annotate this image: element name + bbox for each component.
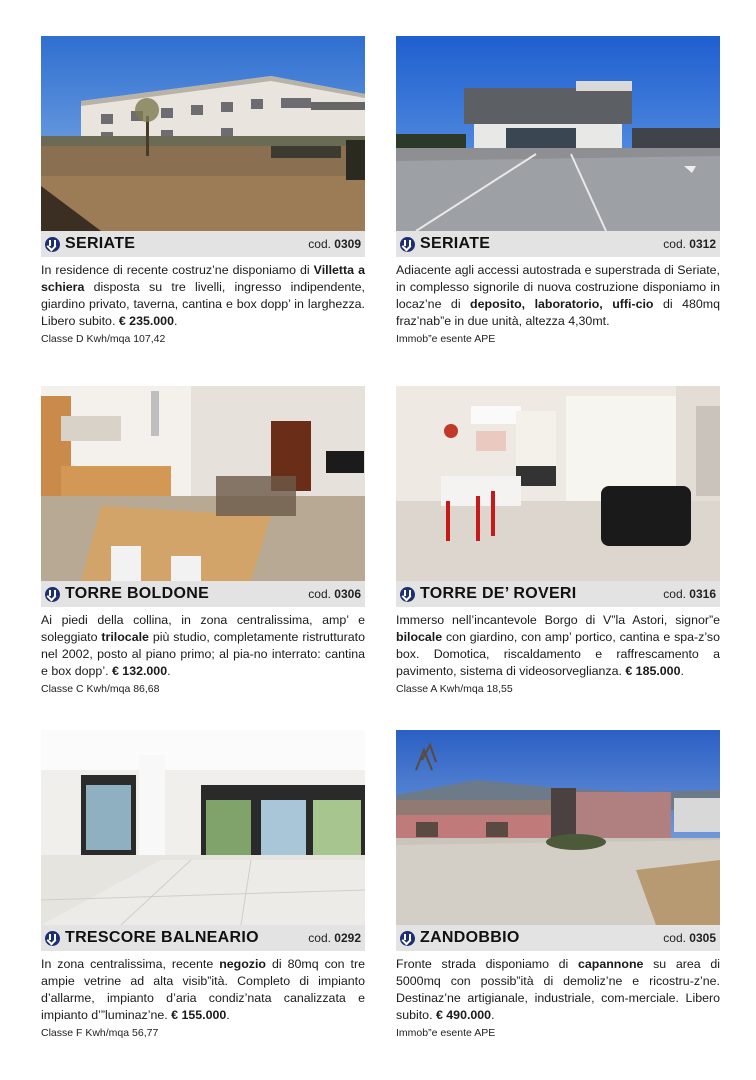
listing-description: In zona centralissima, recente negozio di 80mq con tre ampie vetrine ad alta visib”ità. Completo di impianto d’allarme, impianto d’aria condiz’nata canalizzata e impianto d’”luminaz’ne. € 155.000. [41, 957, 365, 1022]
location-pin-icon [45, 237, 60, 252]
energy-class: Classe A Kwh/mqa 18,55 [396, 683, 513, 695]
listing-card[interactable] [396, 386, 720, 695]
price: € 132.000 [111, 664, 168, 678]
property-photo[interactable] [41, 36, 365, 231]
listing-code: cod. 0309 [308, 237, 361, 251]
location-pin-icon [400, 237, 415, 252]
energy-class: Classe C Kwh/mqa 86,68 [41, 683, 160, 695]
listing-card[interactable] [41, 36, 365, 345]
listing-code: cod. 0316 [663, 587, 716, 601]
town-name: ZANDOBBIO [420, 929, 520, 946]
town-name: TRESCORE BALNEARIO [65, 929, 259, 946]
property-photo[interactable] [396, 730, 720, 925]
listing-description: Fronte strada disponiamo di capannone su area di 5000mq con possib”ità di demoliz’ne e ricostru-z’ne. Destinaz’ne artigianale, industriale, com-merciale. Libero subito. € 490.000. [396, 957, 721, 1022]
property-photo[interactable] [41, 730, 365, 925]
listing-code: cod. 0312 [663, 237, 716, 251]
title-bar [396, 925, 720, 951]
price: € 185.000 [625, 664, 681, 678]
listing-code: cod. 0305 [663, 931, 716, 945]
energy-class: Classe D Kwh/mqa 107,42 [41, 333, 166, 345]
price: € 490.000 [435, 1008, 492, 1022]
listing-description: Immerso nell’incantevole Borgo di V”la Astori, signor”e bilocale con giardino, con amp’ portico, cantina e spa-z’so box. Domotica, riscaldamento e raffrescamento a pavimento, sistema di videosorveglianza. € 185.000. [396, 613, 720, 678]
listing-card[interactable] [41, 730, 365, 1039]
listing-description: Ai piedi della collina, in zona centralissima, amp’ e soleggiato trilocale più studio, completamente ristrutturato nel 2002, posto al piano primo; al pia-no interrato: cantina e box dopp’. € 132.000. [41, 613, 365, 678]
title-bar [41, 925, 365, 951]
town-name: TORRE DE’ ROVERI [420, 585, 577, 602]
property-photo[interactable] [41, 386, 365, 581]
location-pin-icon [45, 587, 60, 602]
listing-card[interactable] [396, 730, 720, 1039]
listing-description: Adiacente agli accessi autostrada e superstrada di Seriate, in complesso signorile di nuova costruzione disponiamo in locaz’ne di deposito, laboratorio, uffi-cio di 480mq fraz’nab”e in due unità, altezza 4,30mt. [396, 263, 720, 328]
title-bar [396, 581, 720, 607]
listing-description: In residence di recente costruz’ne disponiamo di Villetta a schiera disposta su tre livelli, ingresso indipendente, giardino privato, taverna, cantina e box dopp’ in larghezza. Libero subito. € 235.000. [41, 263, 365, 328]
location-pin-icon [400, 587, 415, 602]
energy-class: Classe F Kwh/mqa 56,77 [41, 1027, 159, 1039]
price: € 155.000 [171, 1008, 227, 1022]
town-name: TORRE BOLDONE [65, 585, 210, 602]
energy-class: Immob”e esente APE [396, 1027, 496, 1039]
property-photo[interactable] [396, 386, 720, 581]
listing-card[interactable] [41, 386, 365, 695]
title-bar [396, 231, 720, 257]
energy-class: Immob”e esente APE [396, 333, 496, 345]
listing-code: cod. 0306 [308, 587, 361, 601]
price: € 235.000 [118, 314, 174, 328]
town-name: SERIATE [420, 235, 491, 252]
location-pin-icon [400, 931, 415, 946]
title-bar [41, 231, 365, 257]
listing-code: cod. 0292 [308, 931, 361, 945]
title-bar [41, 581, 365, 607]
town-name: SERIATE [65, 235, 136, 252]
listing-card[interactable] [396, 36, 720, 345]
location-pin-icon [45, 931, 60, 946]
property-photo[interactable] [396, 36, 720, 231]
